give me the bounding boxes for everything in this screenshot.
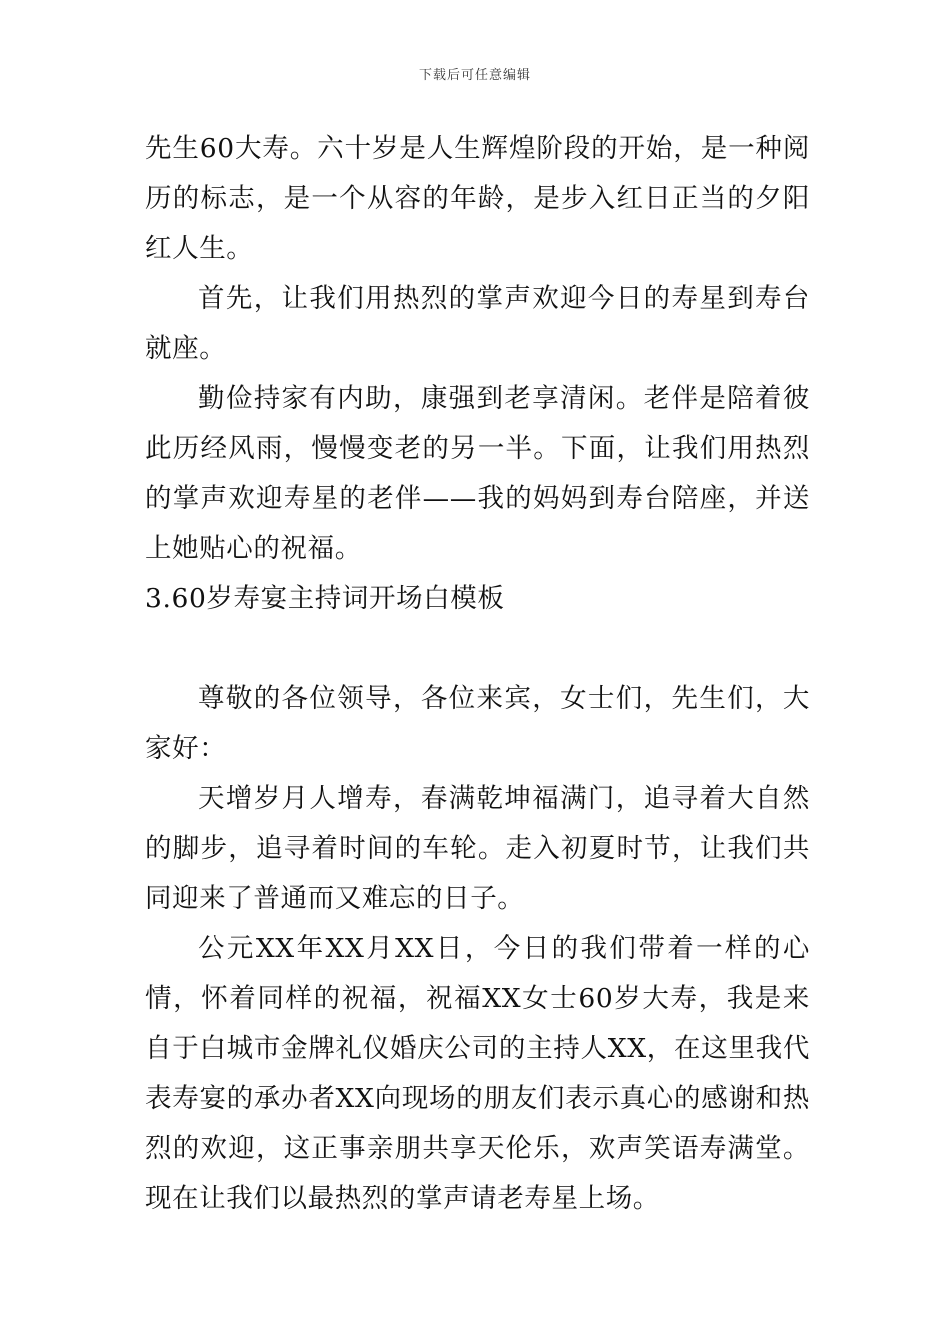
paragraph-greeting: 尊敬的各位领导，各位来宾，女士们，先生们，大家好： [145,683,810,764]
paragraph-season: 天增岁月人增寿，春满乾坤福满门，追寻着大自然的脚步，追寻着时间的车轮。走入初夏时节，让我们共同迎来了普通而又难忘的日子。 [145,783,810,914]
paragraph-welcome-spouse: 勤俭持家有内助，康强到老享清闲。老伴是陪着彼此历经风雨，慢慢变老的另一半。下面，让我们用热烈的掌声欢迎寿星的老伴——我的妈妈到寿台陪座，并送上她贴心的祝福。 [145,383,810,564]
section-title: 3.60岁寿宴主持词开场白模板 [145,583,505,614]
paragraph-intro-continuation: 先生60大寿。六十岁是人生辉煌阶段的开始，是一种阅历的标志，是一个从容的年龄，是步入红日正当的夕阳红人生。 [145,133,810,264]
section-spacer [145,624,810,674]
page-header-note: 下载后可任意编辑 [418,68,531,83]
paragraph-welcome-birthday-star: 首先，让我们用热烈的掌声欢迎今日的寿星到寿台就座。 [145,283,810,364]
document-body [145,124,810,1224]
paragraph-host-introduction: 公元XX年XX月XX日，今日的我们带着一样的心情，怀着同样的祝福，祝福XX女士60岁大寿，我是来自于白城市金牌礼仪婚庆公司的主持人XX，在这里我代表寿宴的承办者XX向现场的朋友们表示真心的感谢和热烈的欢迎，这正事亲朋共享天伦乐，欢声笑语寿满堂。现在让我们以最热烈的掌声请老寿星上场。 [145,933,810,1214]
